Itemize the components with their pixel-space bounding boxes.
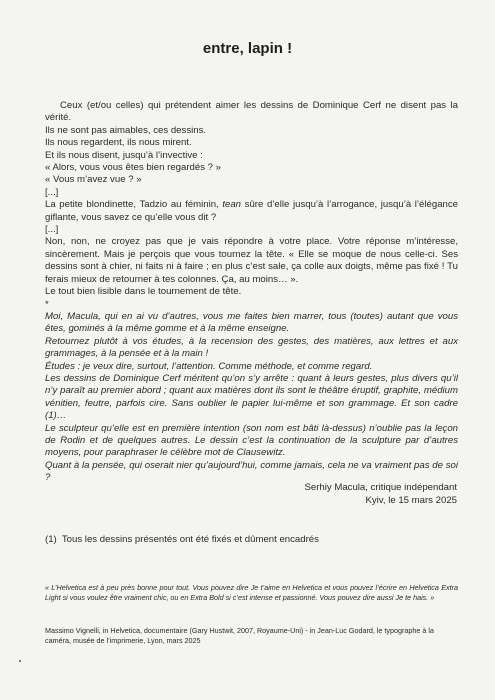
text-line: Le tout bien lisible dans le tournement de tête. (45, 286, 242, 298)
page-title: entre, lapin ! (202, 40, 293, 57)
paragraph-tadzio (45, 199, 458, 224)
signature-name: Serhiy Macula, critique indépendant (304, 482, 457, 493)
quote-credit: Massimo Vignelli, in Helvetica, documentaire (Gary Hustwit, 2007, Royaume-Uni) - in Jean-Luc Godard, le typographe à la caméra, musée de l’imprimerie, Lyon, mars 2025 (45, 626, 434, 646)
paragraph-etudes: Études : je veux dire, surtout, l’attention. Comme méthode, et comme regard. (45, 360, 373, 372)
asterisk-separator: * (45, 298, 49, 310)
ellipsis: [...] (45, 224, 59, 236)
signature-block (304, 481, 457, 507)
footnote: (1) Tous les dessins présentés ont été fixés et dûment encadrés (45, 534, 319, 545)
quote-line: « Vous m’avez vue ? » (45, 174, 142, 186)
text-line: Et ils nous disent, jusqu’à l’invective : (45, 149, 203, 161)
text-line: Ils nous regardent, ils nous mirent. (45, 137, 192, 149)
ellipsis: [...] (45, 186, 59, 198)
quote-line: « Alors, vous vous êtes bien regardés ? » (45, 162, 221, 174)
text-span: La petite blondinette, Tadzio au féminin, (45, 199, 223, 211)
paragraph-intro: Ceux (et/ou celles) qui prétendent aimer les dessins de Dominique Cerf ne disent pas la vérité. (45, 100, 458, 124)
paragraph-pensee: Quant à la pensée, qui oserait nier qu’aujourd’hui, comme jamais, cela ne va vraiment pas de soi ? (45, 459, 458, 484)
margin-dot (19, 660, 21, 662)
body-text (45, 100, 458, 485)
paragraph-sculpteur: Le sculpteur qu’elle est en première intention (son nom est bâti là-dessus) n’oublie pas la leçon de Rodin et de quelques autres. Le dessin c’est la continuation de la sculpture par d’autres moyens, pour paraphraser le célèbre mot de Clausewitz. (45, 422, 458, 459)
text-line: Ils ne sont pas aimables, ces dessins. (45, 124, 207, 136)
paragraph-dessins: Les dessins de Dominique Cerf méritent qu’on s’y arrête : quant à leurs gestes, plus divers qu’il n’y paraît au premier abord ; quant aux matières dont ils sont le théâtre éruptif, graphite, médium vénitien, feutre, parfois cire. Sans oublier le papier lui-même et son grammage. Et son cadre (1)… (45, 372, 458, 422)
text-span: sûre d’elle jusqu’à l’arrogance, jusqu’à l’élégance giflante, vous savez ce qu’elle vous dit ? (45, 199, 458, 223)
emphasis-span: tean (222, 199, 242, 211)
paragraph-moi: Moi, Macula, qui en ai vu d’autres, vous me faites bien marrer, tous (toutes) autant que vous êtes, gominés à la même gomme et à la même enseigne. (45, 310, 458, 335)
paragraph-non: Non, non, ne croyez pas que je vais répondre à votre place. Votre réponse m’intéresse, sincèrement. Mais je perçois que vous tournez la tête. « Elle se moque de nous celle-ci. Ses dessins sont à chier, ni faits ni à faire ; en plus c’est sale, ça colle aux doigts, même pas fixé ! Tu ferais mieux de retourner à tes colonnes. Ça, au moins… ». (45, 236, 458, 285)
helvetica-quote: « L’Helvetica est à peu près bonne pour tout. Vous pouvez dire Je t’aime en Helvetica et vous pouvez l’écrire en Helvetica Extra Light si vous voulez être vraiment chic, ou en Extra Bold si c’est intense et passionné. Vous pouvez dire aussi Je te hais. » (45, 583, 458, 603)
paragraph-retournez: Retournez plutôt à vos études, à la recension des gestes, des matières, aux lettres et aux grammages, à la pensée et à la main ! (45, 335, 458, 360)
signature-place-date: Kyiv, le 15 mars 2025 (365, 495, 457, 506)
